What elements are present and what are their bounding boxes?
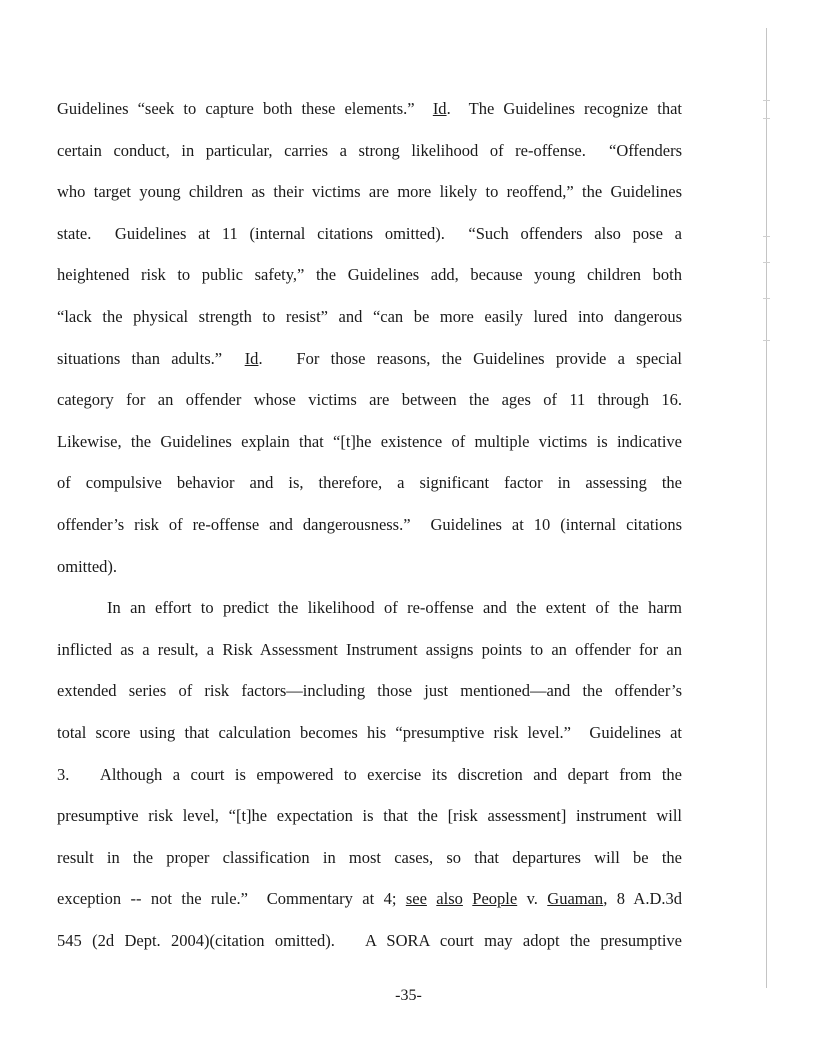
scan-edge-mark [763,100,770,101]
citation-text: People [472,889,518,909]
text-segment: result in the proper classification in most cases, so that departures will be the [57,847,682,867]
text-line [57,462,682,504]
text-line [57,338,682,380]
scan-edge-mark [763,262,770,263]
text-segment: In an effort to predict the likelihood of re-offense and the extent of the harm [107,598,682,618]
text-segment: Guidelines “seek to capture both these elements.” [57,99,433,118]
citation-text: Id [244,348,259,368]
text-line [57,421,682,463]
citation-text: Id [432,99,447,118]
citation-text: Guaman [547,889,604,909]
text-line [57,546,682,588]
citation-text: see [405,889,427,909]
text-segment: omitted). [57,556,118,576]
text-line [57,837,682,879]
page-number: -35- [395,987,422,1004]
text-line [57,629,682,671]
scan-edge-mark [763,340,770,341]
text-segment: category for an offender whose victims are between the ages of 11 through 16. [57,390,682,410]
text-line [57,670,682,712]
text-line [57,878,682,920]
text-segment: “lack the physical strength to resist” and “can be more easily lured into dangerous [57,306,682,326]
text-line [57,296,682,338]
text-line [57,920,682,962]
text-segment: heightened risk to public safety,” the Guidelines add, because young children both [57,265,682,285]
text-segment: of compulsive behavior and is, therefore, a significant factor in assessing the [57,473,682,493]
text-segment [427,889,436,908]
text-segment: 545 (2d Dept. 2004)(citation omitted). A SORA court may adopt the presumptive [57,930,682,950]
text-line [57,171,682,213]
text-line [57,712,682,754]
scan-edge-mark [763,298,770,299]
text-segment: extended series of risk factors—including those just mentioned—and the offender’s [57,681,682,701]
text-segment: Likewise, the Guidelines explain that “[t]he existence of multiple victims is indicative [57,431,682,451]
citation-text: also [436,889,463,909]
text-segment: , 8 A.D.3d [603,889,683,909]
text-line [57,504,682,546]
scan-edge-mark [763,236,770,237]
text-segment: who target young children as their victims are more likely to reoffend,” the Guidelines [57,182,682,202]
text-line [57,379,682,421]
text-segment: state. Guidelines at 11 (internal citations omitted). “Such offenders also pose a [57,223,682,243]
text-line [57,213,682,255]
text-line [57,130,682,172]
text-line [57,587,682,629]
scan-edge-mark [763,118,770,119]
text-line [57,254,682,296]
text-segment: presumptive risk level, “[t]he expectation is that the [risk assessment] instrument will [57,806,682,826]
text-segment [463,889,472,908]
scan-edge-line [766,28,767,988]
text-segment: inflicted as a result, a Risk Assessment Instrument assigns points to an offender for an [57,639,682,659]
text-line [57,754,682,796]
text-segment: offender’s risk of re-offense and dangerousness.” Guidelines at 10 (internal citations [57,514,682,534]
text-line [57,88,682,130]
text-segment: . For those reasons, the Guidelines provide a special [258,348,682,368]
text-segment: exception -- not the rule.” Commentary at 4; [57,889,406,909]
document-body [57,88,682,961]
text-segment: certain conduct, in particular, carries a strong likelihood of re-offense. “Offenders [57,140,682,160]
text-segment: situations than adults.” [57,348,245,368]
text-segment: . The Guidelines recognize that [446,99,682,118]
text-segment: total score using that calculation becomes his “presumptive risk level.” Guidelines at [57,722,682,742]
text-line [57,795,682,837]
text-segment: 3. Although a court is empowered to exercise its discretion and depart from the [57,764,682,784]
text-segment: v. [517,889,548,909]
